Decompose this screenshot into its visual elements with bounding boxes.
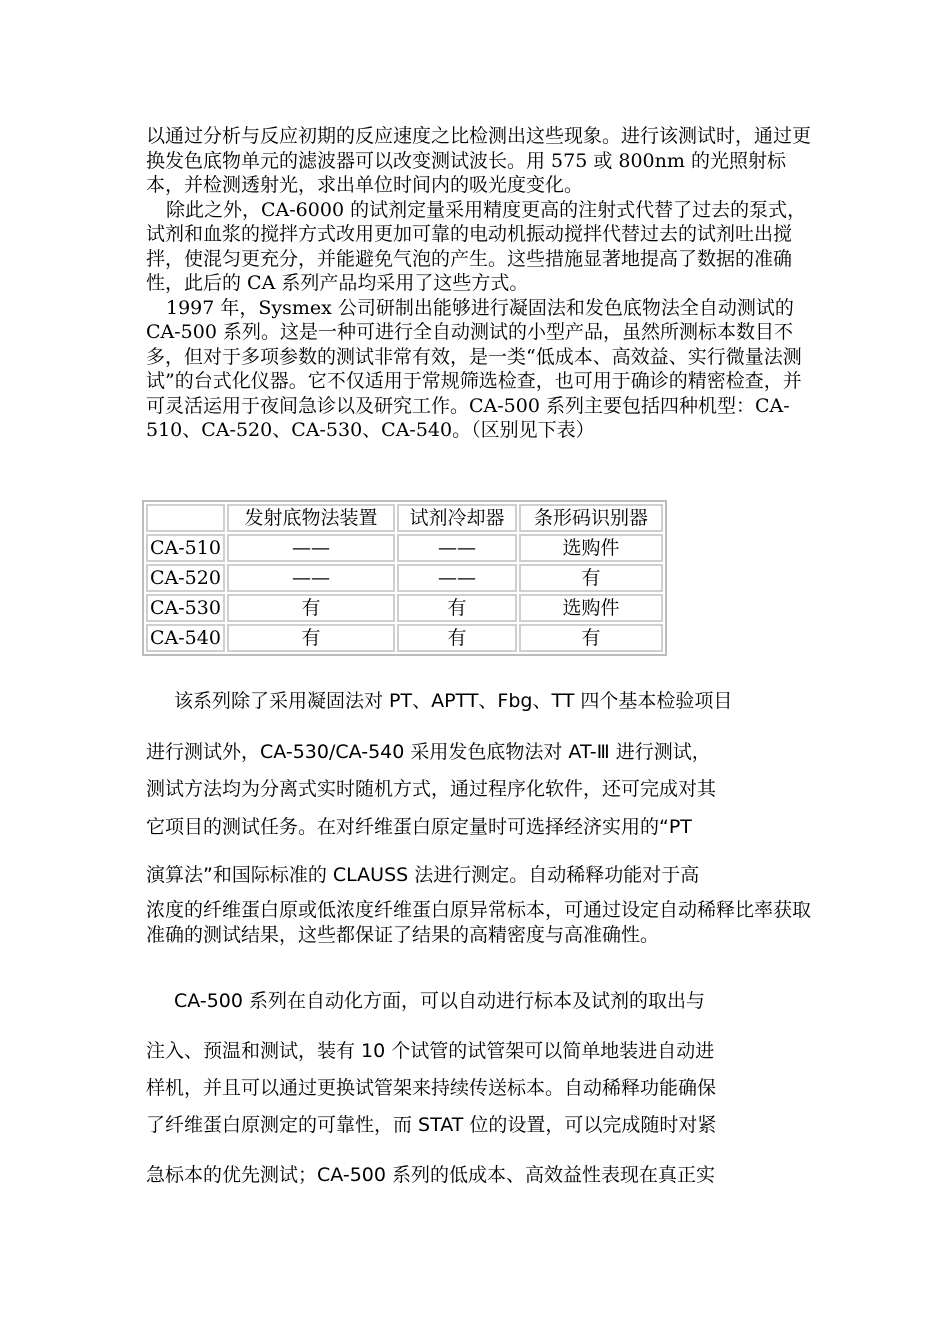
paragraph-1: 以通过分析与反应初期的反应速度之比检测出这些现象。进行该测试时，通过更换发色底物单元的滤波器可以改变测试波长。用 575 或 800nm 的光照射标本，并检测透射光，求出单位时间内的吸光度变化。: [146, 125, 812, 196]
table-cell: 有: [397, 594, 517, 622]
body-line: 它项目的测试任务。在对纤维蛋白原定量时可选择经济实用的“PT: [146, 816, 692, 838]
table-header-cell: 试剂冷却器: [397, 504, 517, 532]
table-header-cell: [146, 504, 225, 532]
table-cell: 选购件: [519, 534, 663, 562]
intro-text-block: [146, 124, 816, 443]
body-line: 该系列除了采用凝固法对 PT、APTT、Fbg、TT 四个基本检验项目: [174, 690, 733, 712]
table-cell: 有: [397, 624, 517, 652]
table-cell-model: CA-520: [146, 564, 225, 592]
table-header-row: [146, 504, 663, 532]
table-cell-model: CA-530: [146, 594, 225, 622]
table-cell: ——: [227, 534, 395, 562]
table-cell: ——: [397, 534, 517, 562]
model-comparison-table: [142, 500, 667, 656]
table-cell: 有: [227, 624, 395, 652]
body-line: 了纤维蛋白原测定的可靠性，而 STAT 位的设置，可以完成随时对紧: [146, 1114, 717, 1136]
table-cell: ——: [397, 564, 517, 592]
paragraph-2: 除此之外，CA-6000 的试剂定量采用精度更高的注射式代替了过去的泵式，试剂和血浆的搅拌方式改用更加可靠的电动机振动搅拌代替过去的试剂吐出搅拌，使混匀更充分，并能避免气泡的产生。这些措施显著地提高了数据的准确性，此后的 CA 系列产品均采用了这些方式。: [146, 198, 807, 294]
body-line: 进行测试外，CA-530/CA-540 采用发色底物法对 AT-Ⅲ 进行测试，: [146, 741, 711, 763]
paragraph-3: 1997 年，Sysmex 公司研制出能够进行凝固法和发色底物法全自动测试的 CA-500 系列。这是一种可进行全自动测试的小型产品，虽然所测标本数目不多，但对于多项参数的测试非常有效，是一类“低成本、高效益、实行微量法测试”的台式化仪器。它不仅适用于常规筛选检查，也可用于确诊的精密检查，并可灵活运用于夜间急诊以及研究工作。CA-500 系列主要包括四种机型：CA-510、CA-520、CA-530、CA-540。（区别见下表）: [146, 296, 802, 441]
table-cell-model: CA-510: [146, 534, 225, 562]
table-cell: 有: [227, 594, 395, 622]
body-line: 测试方法均为分离式实时随机方式，通过程序化软件，还可完成对其: [146, 778, 717, 800]
table-cell: ——: [227, 564, 395, 592]
table-row: [146, 534, 663, 562]
table-cell: 有: [519, 624, 663, 652]
table-header-cell: 条形码识别器: [519, 504, 663, 532]
table-cell: 有: [519, 564, 663, 592]
table-header-cell: 发射底物法装置: [227, 504, 395, 532]
table-cell: 选购件: [519, 594, 663, 622]
body-line: 注入、预温和测试，装有 10 个试管的试管架可以简单地装进自动进: [146, 1040, 715, 1062]
body-line: 急标本的优先测试；CA-500 系列的低成本、高效益性表现在真正实: [146, 1164, 716, 1186]
table-row: [146, 564, 663, 592]
body-paragraph: 浓度的纤维蛋白原或低浓度纤维蛋白原异常标本，可通过设定自动稀释比率获取准确的测试结果，这些都保证了结果的高精密度与高准确性。: [146, 899, 812, 946]
body-line: 样机，并且可以通过更换试管架来持续传送标本。自动稀释功能确保: [146, 1077, 717, 1099]
table-row: [146, 594, 663, 622]
body-line: 演算法”和国际标准的 CLAUSS 法进行测定。自动稀释功能对于高: [146, 864, 700, 886]
body-line: CA-500 系列在自动化方面，可以自动进行标本及试剂的取出与: [174, 990, 706, 1012]
table-cell-model: CA-540: [146, 624, 225, 652]
table-row: [146, 624, 663, 652]
